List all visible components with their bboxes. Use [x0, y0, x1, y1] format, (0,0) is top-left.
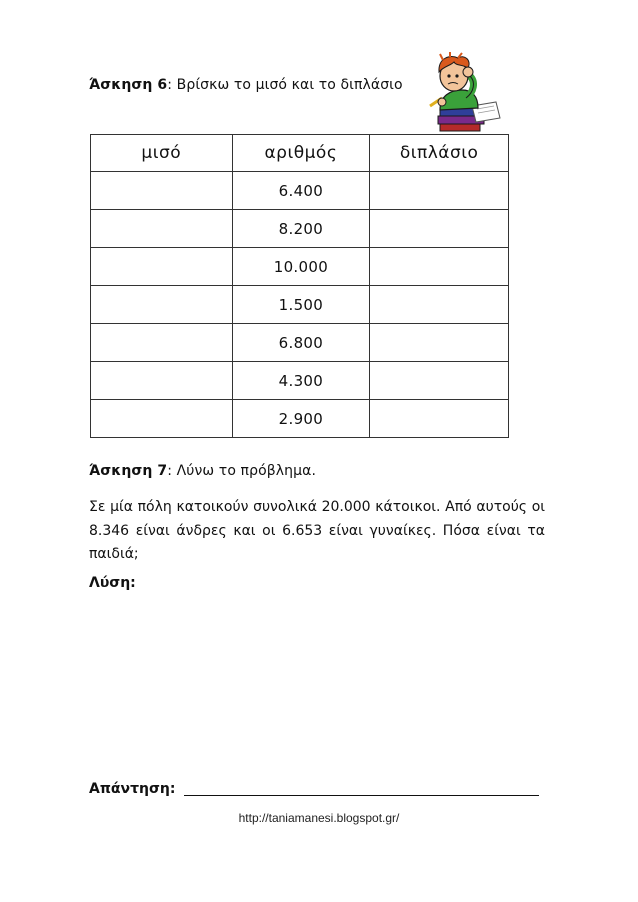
exercise-7-label: Άσκηση 7 [89, 463, 168, 479]
exercise-7-instruction: : Λύνω το πρόβλημα. [167, 463, 317, 479]
table-row [91, 362, 509, 400]
boy-studying-with-books-illustration [410, 52, 506, 134]
exercise-7-title [89, 463, 316, 479]
number-cell: 8.200 [232, 210, 370, 248]
double-cell[interactable] [370, 324, 509, 362]
half-double-table [90, 134, 509, 438]
half-cell[interactable] [91, 286, 233, 324]
half-cell[interactable] [91, 248, 233, 286]
number-cell: 10.000 [232, 248, 370, 286]
table-row [91, 286, 509, 324]
problem-text: Σε μία πόλη κατοικούν συνολικά 20.000 κάτοικοι. Από αυτούς οι 8.346 είναι άνδρες και οι 6.653 είναι γυναίκες. Πόσα είναι τα παιδιά; [89, 499, 545, 562]
table-row [91, 248, 509, 286]
answer-line[interactable] [184, 795, 539, 796]
double-cell[interactable] [370, 400, 509, 438]
solution-label: Λύση: [89, 575, 136, 591]
exercise-6-label: Άσκηση 6 [89, 77, 168, 93]
half-cell[interactable] [91, 324, 233, 362]
number-cell: 6.800 [232, 324, 370, 362]
half-cell[interactable] [91, 400, 233, 438]
double-cell[interactable] [370, 172, 509, 210]
half-cell[interactable] [91, 362, 233, 400]
header-number: αριθμός [232, 135, 370, 172]
table-row [91, 400, 509, 438]
table-row [91, 172, 509, 210]
table-header-row [91, 135, 509, 172]
half-cell[interactable] [91, 172, 233, 210]
exercise-6-title [89, 77, 403, 93]
half-cell[interactable] [91, 210, 233, 248]
table-row [91, 324, 509, 362]
table-row [91, 210, 509, 248]
number-cell: 1.500 [232, 286, 370, 324]
double-cell[interactable] [370, 210, 509, 248]
double-cell[interactable] [370, 248, 509, 286]
header-double: διπλάσιο [370, 135, 509, 172]
number-cell: 6.400 [232, 172, 370, 210]
header-half: μισό [91, 135, 233, 172]
number-cell: 2.900 [232, 400, 370, 438]
footer-url: http://taniamanesi.blogspot.gr/ [238, 811, 400, 825]
boy-studying-icon [410, 52, 506, 134]
double-cell[interactable] [370, 362, 509, 400]
answer-label: Απάντηση: [89, 781, 176, 797]
double-cell[interactable] [370, 286, 509, 324]
number-cell: 4.300 [232, 362, 370, 400]
exercise-6-instruction: : Βρίσκω το μισό και το διπλάσιο [167, 77, 403, 93]
